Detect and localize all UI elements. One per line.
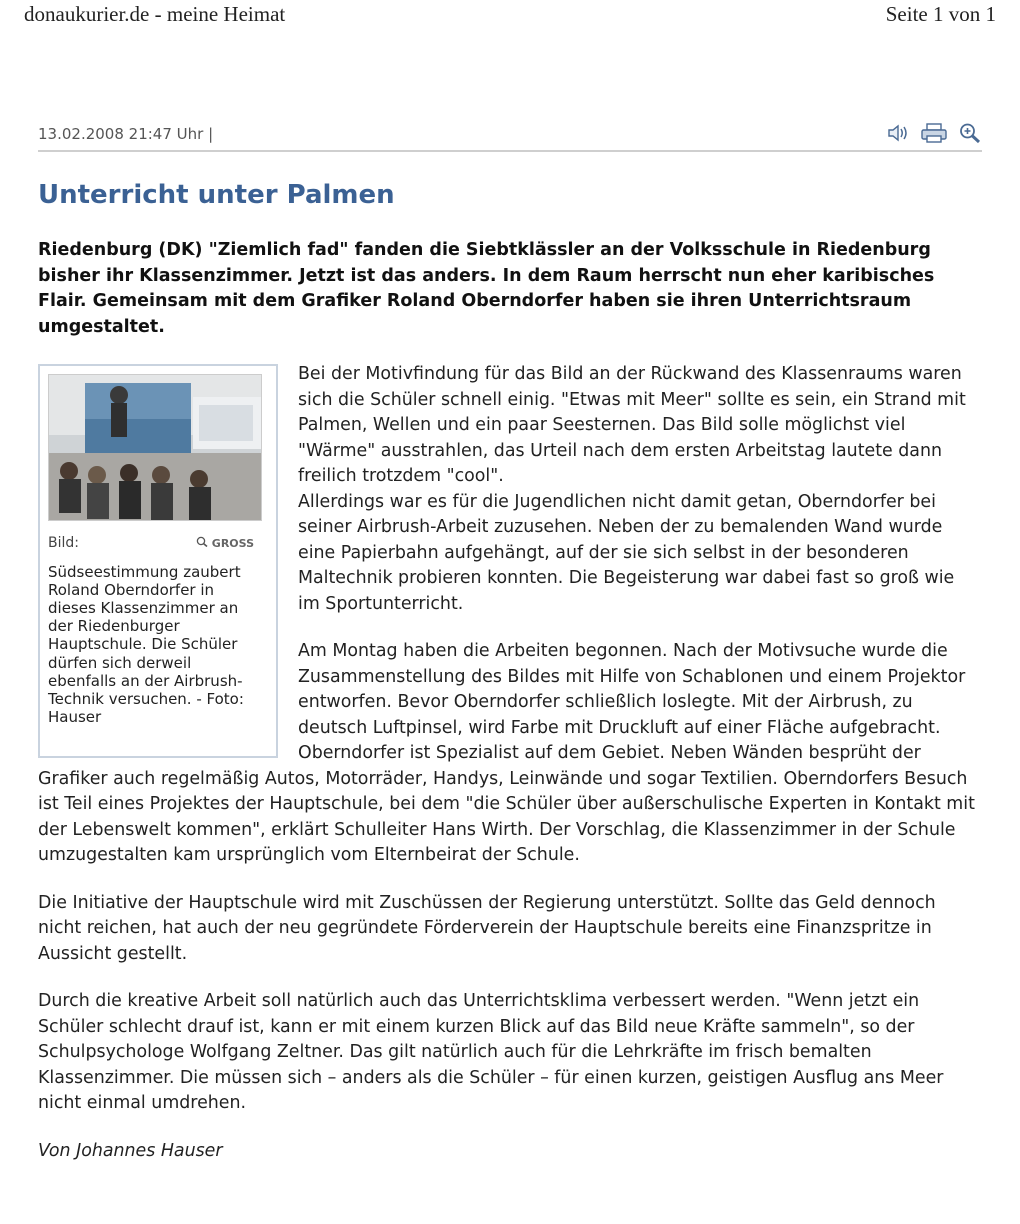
article-headline: Unterricht unter Palmen [38, 180, 395, 210]
article-lead: Riedenburg (DK) "Ziemlich fad" fanden die Siebtklässler an der Volksschule in Riedenburg bisher ihr Klassenzimmer. Jetzt ist das anders. In dem Raum herrscht nun eher karibisches Flair. Gemeinsam mit dem Grafiker Roland Oberndorfer haben sie ihren Unterrichtsraum umgestaltet. [38, 240, 935, 337]
article-datetime: 13.02.2008 21:47 Uhr | [38, 125, 214, 143]
classroom-photo[interactable] [48, 374, 262, 521]
paragraph: Durch die kreative Arbeit soll natürlich auch das Unterrichtsklima verbessert werden. "Wenn jetzt ein Schüler schlecht drauf ist, kann er mit einem kurzen Blick auf das Bild neue Kräfte sammeln", so der Schulpsychologe Wolfgang Zeltner. Das gilt natürlich auch für die Lehrkräfte im frisch bemalten Klassenzimmer. Die müssen sich – anders als die Schüler – für einen kurzen, geistigen Ausflug ans Meer nicht einmal umdrehen. [38, 991, 944, 1113]
photo-box [38, 364, 278, 758]
zoom-small-icon [196, 536, 208, 547]
article-tools [886, 122, 982, 144]
paragraph: Am Montag haben die Arbeiten begonnen. Nach der Motivsuche wurde die Zusammenstellung des Bildes mit Hilfe von Schablonen und einem Projektor entworfen. Bevor Oberndorfer schließlich loslegte. Mit der Airbrush, zu deutsch Luftpinsel, wird Farbe mit Druckluft auf einer Fläche aufgebracht. Oberndorfer ist Spezialist auf dem Gebiet. Neben Wänden besprüht der Grafiker auch regelmäßig Autos, Motorräder, Handys, Leinwände und sogar Textilien. Oberndorfers Besuch ist Teil eines Projektes der Hauptschule, bei dem "die Schüler über außerschulische Experten in Kontakt mit der Lebenswelt kommen", erklärt Schulleiter Hans Wirth. Der Vorschlag, die Klassenzimmer in der Schule umzugestalten kam ursprünglich vom Elternbeirat der Schule. [38, 641, 975, 865]
photo-caption-row [48, 531, 254, 557]
article-meta-bar [38, 122, 982, 152]
article-byline: Von Johannes Hauser [38, 1140, 223, 1161]
speaker-icon[interactable] [886, 122, 910, 144]
paragraph: Die Initiative der Hauptschule wird mit Zuschüssen der Regierung unterstützt. Sollte das Geld dennoch nicht reichen, hat auch der neu gegründete Förderverein der Hauptschule bereits eine Finanzspritze in Aussicht gestellt. [38, 892, 936, 964]
page-counter: Seite 1 von 1 [885, 2, 996, 26]
photo-caption: Südseestimmung zaubert Roland Oberndorfer in dieses Klassenzimmer an der Riedenburger Hauptschule. Die Schüler dürfen sich derweil ebenfalls an der Airbrush-Technik versuchen. - Foto: Hauser [48, 562, 244, 727]
photo-label: Bild: [48, 535, 79, 551]
print-icon[interactable] [920, 122, 948, 144]
enlarge-label: GROSS [211, 537, 254, 550]
paragraph: Allerdings war es für die Jugendlichen nicht damit getan, Oberndorfer bei seiner Airbrush-Arbeit zuzusehen. Neben der zu bemalenden Wand wurde eine Papierbahn aufgehängt, auf der sie sich selbst in der besonderen Maltechnik probieren konnten. Die Begeisterung war dabei fast so groß wie im Sportunterricht. [298, 491, 955, 614]
zoom-icon[interactable] [958, 122, 982, 144]
print-header [24, 2, 996, 27]
article-body [38, 362, 980, 1186]
site-title: donaukurier.de - meine Heimat [24, 2, 286, 26]
enlarge-button[interactable] [196, 531, 254, 557]
paragraph: Bei der Motivfindung für das Bild an der Rückwand des Klassenraums waren sich die Schüler schnell einig. "Etwas mit Meer" sollte es sein, ein Strand mit Palmen, Wellen und ein paar Seesternen. Das Bild solle möglichst viel "Wärme" ausstrahlen, das Urteil nach dem ersten Arbeitstag lautete dann freilich trotzdem "cool". [298, 364, 966, 486]
